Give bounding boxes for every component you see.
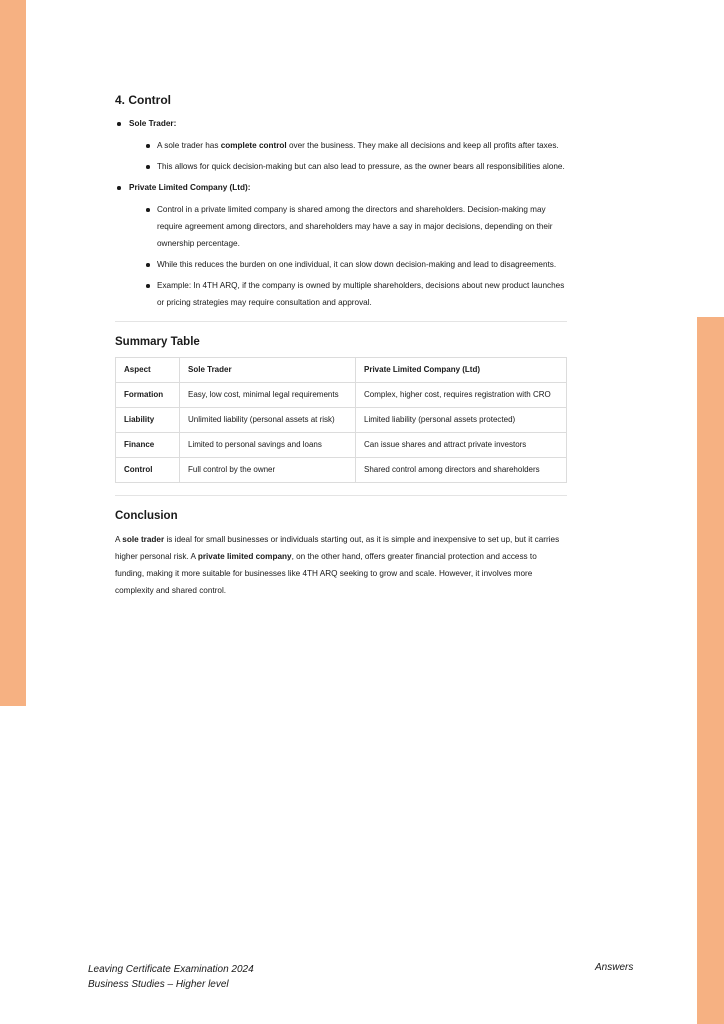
- header-ltd: Private Limited Company (Ltd): [356, 358, 567, 383]
- text: , on the other hand, offers greater financial protection and access to funding, making it more suitable for businesses like 4TH ARQ seeking to grow and scale. However, it involves more complexity and shared control.: [115, 552, 537, 595]
- table-header-row: [116, 358, 567, 383]
- text: A: [115, 535, 123, 544]
- cell-aspect: Finance: [116, 433, 180, 458]
- ltd-item: [115, 183, 567, 311]
- cell-ltd: Complex, higher cost, requires registration with CRO: [356, 383, 567, 408]
- page-content: [115, 93, 567, 599]
- conclusion-paragraph: [115, 531, 567, 599]
- right-accent-bar: [697, 317, 724, 1024]
- sole-trader-label: Sole Trader:: [129, 119, 177, 128]
- header-aspect: Aspect: [116, 358, 180, 383]
- cell-aspect: Formation: [116, 383, 180, 408]
- text: is ideal for small businesses or individuals starting out, as it is simple and inexpensive to set up, but it carries higher personal risk. A: [115, 535, 560, 561]
- list-item: This allows for quick decision-making but can also lead to pressure, as the owner bears all responsibilities alone.: [143, 158, 567, 175]
- cell-ltd: Limited liability (personal assets protected): [356, 408, 567, 433]
- list-item: [143, 137, 567, 154]
- cell-sole: Full control by the owner: [180, 458, 356, 483]
- list-item: Example: In 4TH ARQ, if the company is owned by multiple shareholders, decisions about new product launches or pricing strategies may require consultation and approval.: [143, 277, 567, 311]
- bold-text: private limited company: [197, 552, 292, 561]
- bold-text: sole trader: [122, 535, 165, 544]
- cell-sole: Limited to personal savings and loans: [180, 433, 356, 458]
- divider: [115, 495, 567, 496]
- footer-line-1: Leaving Certificate Examination 2024: [88, 964, 254, 975]
- text: A sole trader has: [157, 141, 221, 150]
- left-accent-bar: [0, 0, 26, 706]
- control-list: [115, 119, 567, 311]
- divider: [115, 321, 567, 322]
- cell-aspect: Liability: [116, 408, 180, 433]
- summary-title: Summary Table: [115, 336, 200, 348]
- ltd-sublist: [129, 201, 567, 311]
- ltd-label: Private Limited Company (Ltd):: [129, 183, 251, 192]
- bold-text: complete control: [220, 141, 287, 150]
- footer-exam-info: [88, 962, 254, 992]
- text: over the business. They make all decisions and keep all profits after taxes.: [286, 141, 559, 150]
- list-item: Control in a private limited company is shared among the directors and shareholders. Decision-making may require agreement among directors, and shareholders may have a say in major decisions, depending on their ownership percentage.: [143, 201, 567, 252]
- cell-ltd: Can issue shares and attract private investors: [356, 433, 567, 458]
- summary-table: [115, 357, 567, 483]
- header-sole-trader: Sole Trader: [180, 358, 356, 383]
- list-item: While this reduces the burden on one individual, it can slow down decision-making and lead to disagreements.: [143, 256, 567, 273]
- cell-sole: Unlimited liability (personal assets at risk): [180, 408, 356, 433]
- table-row: [116, 383, 567, 408]
- table-row: [116, 458, 567, 483]
- cell-aspect: Control: [116, 458, 180, 483]
- conclusion-title: Conclusion: [115, 510, 178, 522]
- cell-ltd: Shared control among directors and shareholders: [356, 458, 567, 483]
- section-heading: 4. Control: [115, 93, 171, 107]
- footer-line-2: Business Studies – Higher level: [88, 979, 229, 990]
- sole-trader-item: [115, 119, 567, 175]
- cell-sole: Easy, low cost, minimal legal requirements: [180, 383, 356, 408]
- sole-trader-sublist: [129, 137, 567, 175]
- table-row: [116, 408, 567, 433]
- footer-answers-label: Answers: [595, 962, 634, 973]
- table-row: [116, 433, 567, 458]
